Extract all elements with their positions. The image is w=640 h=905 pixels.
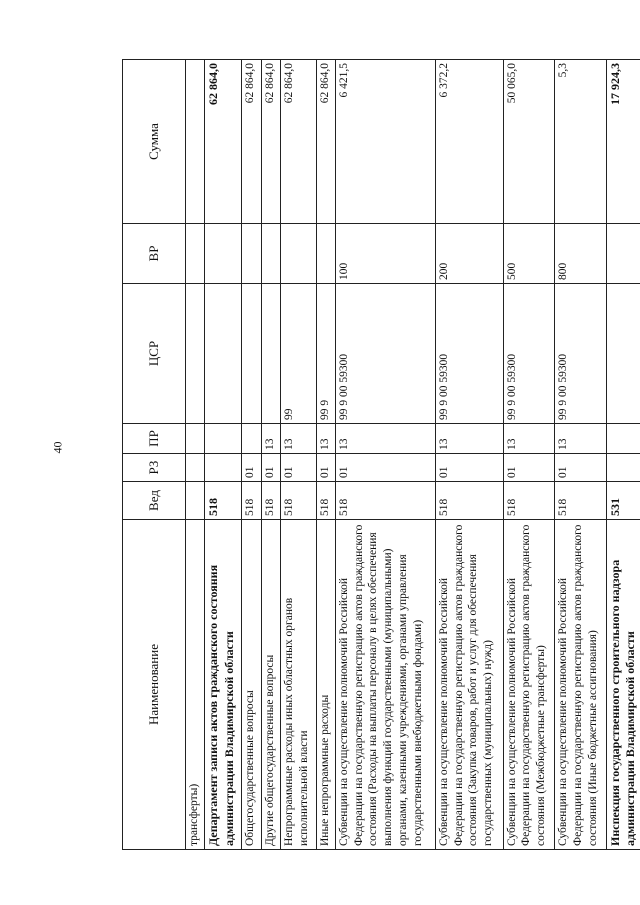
budget-table	[122, 59, 640, 850]
table-row	[186, 60, 205, 850]
cell-vr	[281, 224, 317, 284]
cell-name: Департамент записи актов гражданского состояния администрации Владимирской области	[205, 520, 242, 850]
cell-vr	[606, 224, 640, 284]
cell-sum: 5,3	[555, 60, 607, 224]
cell-ved: 518	[316, 482, 335, 520]
table-row	[281, 60, 317, 850]
cell-pr: 13	[435, 424, 503, 454]
cell-vr	[242, 224, 261, 284]
cell-rz: 01	[555, 454, 607, 482]
cell-sum: 6 421,5	[336, 60, 436, 224]
header-rz: РЗ	[123, 454, 186, 482]
cell-csr: 99 9 00 59300	[336, 284, 436, 424]
cell-ved: 518	[336, 482, 436, 520]
cell-name: трансферты)	[186, 520, 205, 850]
cell-sum: 50 065,0	[503, 60, 555, 224]
cell-vr	[316, 224, 335, 284]
cell-name: Инспекция государственного строительного надзора администрации Владимирской области	[606, 520, 640, 850]
header-csr: ЦСР	[123, 284, 186, 424]
cell-ved: 518	[242, 482, 261, 520]
cell-rz	[205, 454, 242, 482]
table-row	[261, 60, 280, 850]
cell-rz: 01	[261, 454, 280, 482]
cell-vr	[186, 224, 205, 284]
table-row	[503, 60, 555, 850]
cell-ved: 518	[261, 482, 280, 520]
header-name: Наименование	[123, 520, 186, 850]
cell-name: Субвенции на осуществление полномочий Российской Федерации на государственную регистрацию актов гражданского состояния (Межбюджетные трансферты)	[503, 520, 555, 850]
cell-pr	[242, 424, 261, 454]
cell-ved: 518	[281, 482, 317, 520]
cell-pr: 13	[503, 424, 555, 454]
cell-pr: 13	[316, 424, 335, 454]
table-row	[205, 60, 242, 850]
cell-csr	[606, 284, 640, 424]
cell-ved: 531	[606, 482, 640, 520]
cell-pr	[606, 424, 640, 454]
cell-name: Субвенции на осуществление полномочий Российской Федерации на государственную регистрацию актов гражданского состояния (Расходы на выплаты персоналу в целях обеспечения выполнения функций государственными (муниципальными) органами, казенными учреждениями, органами управления государственными внебюджетными фондами)	[336, 520, 436, 850]
cell-name: Непрограммные расходы иных областных органов исполнительной власти	[281, 520, 317, 850]
cell-pr: 13	[336, 424, 436, 454]
cell-name: Субвенции на осуществление полномочий Российской Федерации на государственную регистрацию актов гражданского состояния (Иные бюджетные ассигнования)	[555, 520, 607, 850]
header-sum: Сумма	[123, 60, 186, 224]
table-body	[186, 60, 640, 850]
cell-pr: 13	[281, 424, 317, 454]
cell-csr: 99 9	[316, 284, 335, 424]
header-vr: ВР	[123, 224, 186, 284]
page-number: 40	[50, 441, 65, 454]
cell-pr	[186, 424, 205, 454]
cell-csr: 99 9 00 59300	[555, 284, 607, 424]
cell-csr: 99 9 00 59300	[503, 284, 555, 424]
table-row	[435, 60, 503, 850]
cell-name: Общегосударственные вопросы	[242, 520, 261, 850]
cell-name: Субвенции на осуществление полномочий Российской Федерации на государственную регистрацию актов гражданского состояния (Закупка товаров, работ и услуг для обеспечения государственных (муниципальных) нужд)	[435, 520, 503, 850]
cell-rz: 01	[336, 454, 436, 482]
cell-vr: 100	[336, 224, 436, 284]
header-pr: ПР	[123, 424, 186, 454]
cell-name: Другие общегосударственные вопросы	[261, 520, 280, 850]
cell-csr	[261, 284, 280, 424]
table-row	[336, 60, 436, 850]
header-ved: Вед	[123, 482, 186, 520]
cell-csr	[242, 284, 261, 424]
cell-ved: 518	[435, 482, 503, 520]
table-row	[606, 60, 640, 850]
table-header-row	[123, 60, 186, 850]
cell-ved	[186, 482, 205, 520]
cell-pr: 13	[261, 424, 280, 454]
rotated-table-wrapper	[122, 60, 640, 850]
table-row	[316, 60, 335, 850]
cell-vr: 800	[555, 224, 607, 284]
cell-vr: 500	[503, 224, 555, 284]
table-row	[555, 60, 607, 850]
cell-rz	[606, 454, 640, 482]
cell-ved: 518	[205, 482, 242, 520]
cell-sum: 62 864,0	[261, 60, 280, 224]
cell-sum: 62 864,0	[205, 60, 242, 224]
cell-sum: 62 864,0	[281, 60, 317, 224]
cell-rz: 01	[435, 454, 503, 482]
cell-sum: 62 864,0	[316, 60, 335, 224]
cell-sum: 62 864,0	[242, 60, 261, 224]
cell-ved: 518	[555, 482, 607, 520]
cell-rz: 01	[503, 454, 555, 482]
cell-vr	[205, 224, 242, 284]
cell-name: Иные непрограммные расходы	[316, 520, 335, 850]
cell-rz: 01	[281, 454, 317, 482]
cell-vr: 200	[435, 224, 503, 284]
cell-sum	[186, 60, 205, 224]
cell-csr: 99 9 00 59300	[435, 284, 503, 424]
cell-sum: 6 372,2	[435, 60, 503, 224]
cell-sum: 17 924,3	[606, 60, 640, 224]
cell-rz: 01	[242, 454, 261, 482]
cell-csr	[205, 284, 242, 424]
cell-csr	[186, 284, 205, 424]
cell-rz: 01	[316, 454, 335, 482]
cell-ved: 518	[503, 482, 555, 520]
table-row	[242, 60, 261, 850]
cell-vr	[261, 224, 280, 284]
cell-pr: 13	[555, 424, 607, 454]
cell-pr	[205, 424, 242, 454]
cell-rz	[186, 454, 205, 482]
cell-csr: 99	[281, 284, 317, 424]
